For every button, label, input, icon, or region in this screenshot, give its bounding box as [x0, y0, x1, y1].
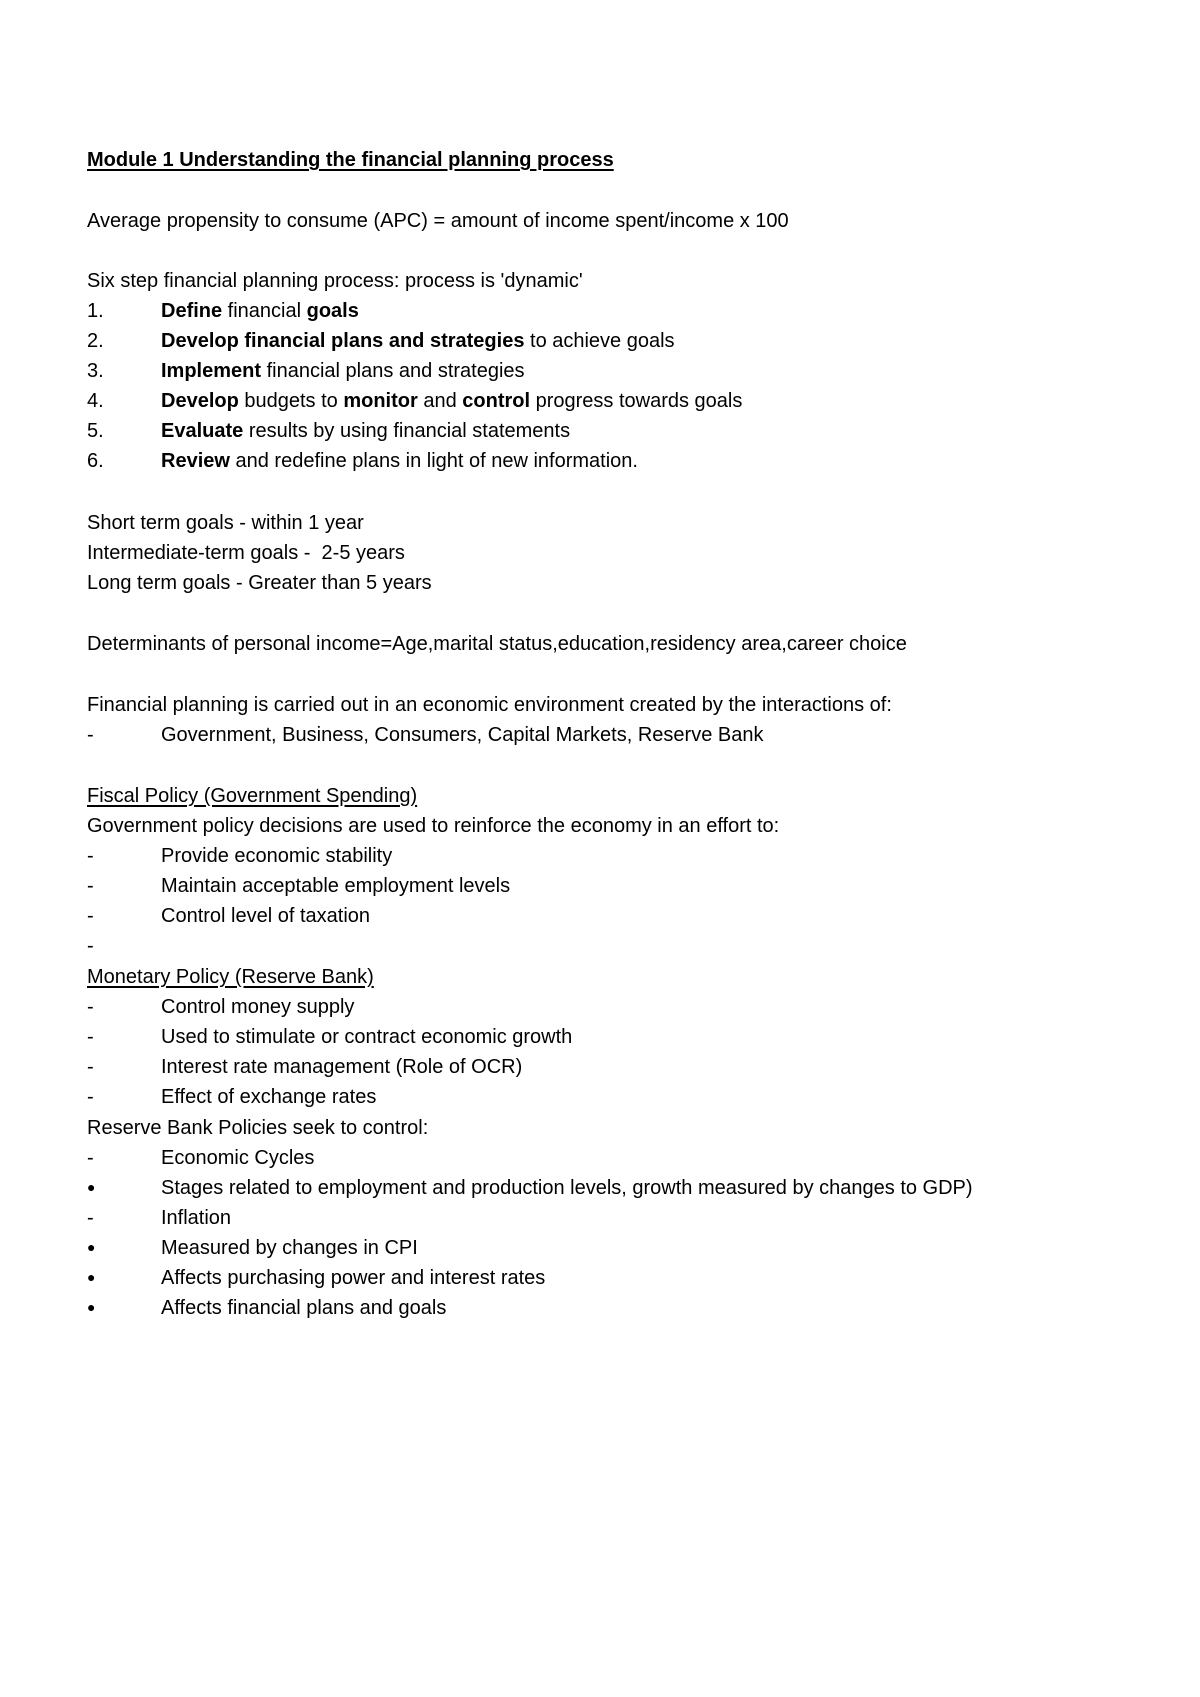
bold-term: Evaluate	[161, 420, 244, 442]
bold-term: goals	[306, 300, 359, 322]
bold-term: Develop	[161, 390, 239, 412]
list-item-text	[161, 359, 525, 383]
list-item-text: Measured by changes in CPI	[161, 1237, 418, 1259]
bullet-icon: ●	[87, 1269, 96, 1285]
bullet-icon: ●	[87, 1239, 96, 1255]
list-item-text	[161, 449, 638, 473]
list-marker: 3.	[87, 360, 104, 382]
fiscal-intro: Government policy decisions are used to reinforce the economy in an effort to:	[87, 815, 780, 837]
list-item-text: Used to stimulate or contract economic growth	[161, 1026, 573, 1048]
step-text: budgets to	[238, 390, 344, 412]
list-marker: 2.	[87, 330, 104, 352]
list-item-text: Affects purchasing power and interest rates	[161, 1267, 546, 1289]
monetary-heading: Monetary Policy (Reserve Bank)	[87, 966, 374, 988]
step-text: results by using financial statements	[243, 420, 571, 442]
list-item-text: Affects financial plans and goals	[161, 1297, 447, 1319]
reserve-bank-intro: Reserve Bank Policies seek to control:	[87, 1117, 429, 1139]
page-title: Module 1 Understanding the financial planning process	[87, 149, 614, 171]
list-marker: -	[87, 935, 94, 957]
list-marker: -	[87, 905, 94, 927]
list-item-text: Control money supply	[161, 996, 355, 1018]
reserve-bank-item	[87, 1266, 546, 1290]
step-text: to achieve goals	[524, 330, 675, 352]
reserve-bank-item	[87, 1296, 447, 1320]
list-marker: -	[87, 1086, 94, 1108]
list-item-text	[161, 419, 570, 443]
step-text: and	[417, 390, 463, 412]
list-item-text	[161, 329, 675, 353]
bold-term: Define	[161, 300, 223, 322]
reserve-bank-item	[87, 1236, 418, 1260]
goal-long: Long term goals - Greater than 5 years	[87, 572, 432, 594]
fiscal-heading: Fiscal Policy (Government Spending)	[87, 785, 418, 807]
bold-term: Review	[161, 450, 230, 472]
bold-term: monitor	[343, 390, 418, 412]
list-marker: -	[87, 1207, 94, 1229]
list-marker: 6.	[87, 450, 104, 472]
apc-formula: Average propensity to consume (APC) = amount of income spent/income x 100	[87, 210, 789, 232]
list-item-text: Government, Business, Consumers, Capital Markets, Reserve Bank	[161, 724, 764, 746]
list-item-text: Economic Cycles	[161, 1147, 315, 1169]
step-text: financial	[222, 300, 307, 322]
bullet-icon: ●	[87, 1179, 96, 1195]
list-marker: -	[87, 724, 94, 746]
bullet-icon: ●	[87, 1299, 96, 1315]
list-marker: 1.	[87, 300, 104, 322]
list-marker: -	[87, 1026, 94, 1048]
determinants-text: Determinants of personal income=Age,marital status,education,residency area,career choice	[87, 633, 907, 655]
environment-intro: Financial planning is carried out in an economic environment created by the interactions of:	[87, 694, 892, 716]
list-item-text: Control level of taxation	[161, 905, 371, 927]
list-marker: 4.	[87, 390, 104, 412]
list-item-text: Provide economic stability	[161, 845, 393, 867]
reserve-bank-item	[87, 1176, 973, 1200]
list-item-text	[161, 389, 742, 413]
list-marker: -	[87, 1147, 94, 1169]
list-item-text	[161, 299, 359, 323]
environment-item	[87, 723, 764, 747]
bold-term: Implement	[161, 360, 262, 382]
goal-intermediate: Intermediate-term goals - 2-5 years	[87, 542, 405, 564]
list-marker: -	[87, 845, 94, 867]
list-item-text: Interest rate management (Role of OCR)	[161, 1056, 523, 1078]
list-marker: -	[87, 996, 94, 1018]
list-item-text: Effect of exchange rates	[161, 1086, 377, 1108]
goal-short: Short term goals - within 1 year	[87, 512, 364, 534]
list-marker: -	[87, 1056, 94, 1078]
list-marker: 5.	[87, 420, 104, 442]
step-text: financial plans and strategies	[261, 360, 525, 382]
list-marker: -	[87, 875, 94, 897]
bold-term: control	[462, 390, 531, 412]
step-text: progress towards goals	[530, 390, 743, 412]
list-item-text: Maintain acceptable employment levels	[161, 875, 511, 897]
bold-term: Develop financial plans and strategies	[161, 330, 525, 352]
list-item-text: Stages related to employment and production levels, growth measured by changes to GDP)	[161, 1177, 973, 1199]
step-text: and redefine plans in light of new information.	[229, 450, 638, 472]
six-step-intro: Six step financial planning process: process is 'dynamic'	[87, 270, 583, 292]
list-item-text: Inflation	[161, 1207, 232, 1229]
